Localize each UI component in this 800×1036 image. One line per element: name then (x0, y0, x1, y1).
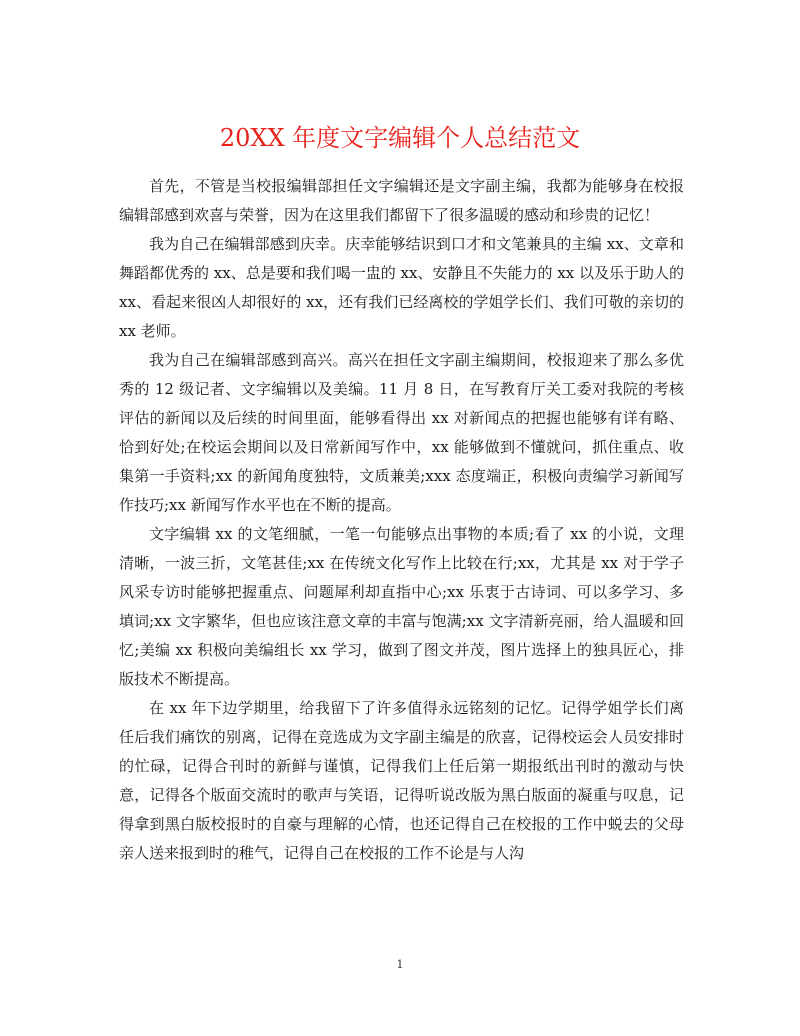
paragraph: 文字编辑 xx 的文笔细腻，一笔一句能够点出事物的本质;看了 xx 的小说，文理清晰，一波三折，文笔甚佳;xx 在传统文化写作上比较在行;xx，尤其是 xx 对于学子风采专访时能够把握重点、问题犀利却直指中心;xx 乐衷于古诗词、可以多学习、多填词;xx 文字繁华，但也应该注意文章的丰富与饱满;xx 文字清新亮丽，给人温暖和回忆;美编 xx 积极向美编组长 xx 学习，做到了图文并茂，图片选择上的独具匠心，排版技术不断提高。 (119, 525, 684, 688)
paragraph: 我为自己在编辑部感到高兴。高兴在担任文字副主编期间，校报迎来了那么多优秀的 12 级记者、文字编辑以及美编。11 月 8 日，在写教育厅关工委对我院的考核评估的新闻以及后续的时间里面，能够看得出 xx 对新闻点的把握也能够有详有略、恰到好处;在校运会期间以及日常新闻写作中，xx 能够做到不懂就问，抓住重点、收集第一手资料;xx 的新闻角度独特，文质兼美;xxx 态度端正，积极向责编学习新闻写作技巧;xx 新闻写作水平也在不断的提高。 (119, 351, 684, 514)
paragraph: 首先，不管是当校报编辑部担任文字编辑还是文字副主编，我都为能够身在校报编辑部感到欢喜与荣誉，因为在这里我们都留下了很多温暖的感动和珍贵的记忆！ (119, 177, 684, 224)
paragraph: 在 xx 年下边学期里，给我留下了许多值得永远铭刻的记忆。记得学姐学长们离任后我们痛饮的别离，记得在竞选成为文字副主编是的欣喜，记得校运会人员安排时的忙碌，记得合刊时的新鲜与谨慎，记得我们上任后第一期报纸出刊时的激动与快意，记得各个版面交流时的歌声与笑语，记得听说改版为黑白版面的凝重与叹息，记得拿到黑白版校报时的自豪与理解的心情，也还记得自己在校报的工作中蜕去的父母亲人送来报到时的稚气，记得自己在校报的工作不论是与人沟 (119, 699, 684, 862)
document-title: 20XX 年度文字编辑个人总结范文 (219, 124, 581, 153)
page-number: 1 (396, 958, 404, 971)
paragraph: 我为自己在编辑部感到庆幸。庆幸能够结识到口才和文笔兼具的主编 xx、文章和舞蹈都优秀的 xx、总是要和我们喝一盅的 xx、安静且不失能力的 xx 以及乐于助人的 xx、看起来很凶人却很好的 xx，还有我们已经离校的学姐学长们、我们可敬的亲切的 xx 老师。 (119, 235, 684, 340)
document-body (119, 172, 684, 868)
